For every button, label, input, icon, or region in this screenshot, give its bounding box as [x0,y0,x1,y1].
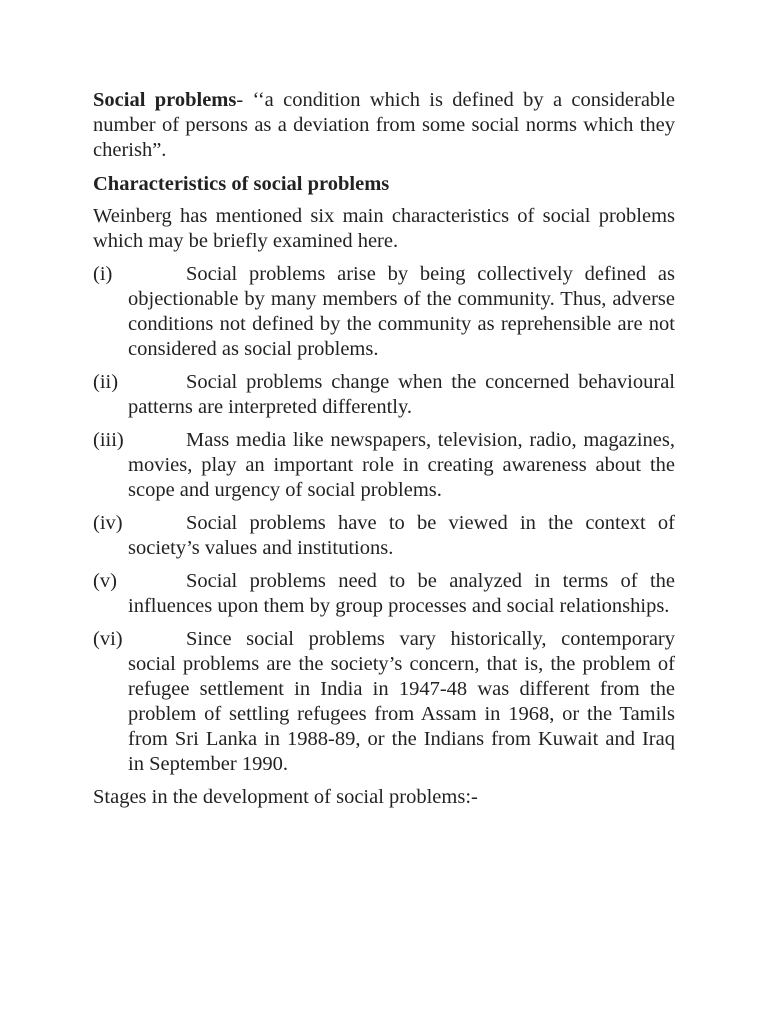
list-item-number: (iii) [93,429,124,451]
list-item [93,428,675,503]
list-item [93,262,675,362]
list-item [93,370,675,420]
characteristics-heading: Characteristics of social problems [93,173,390,195]
definition-term: Social problems [93,89,237,111]
characteristics-intro: Weinberg has mentioned six main characteristics of social problems which may be briefly examined here. [93,205,675,252]
list-item-text: Since social problems vary historically, contemporary social problems are the society’s concern, that is, the problem of refugee settlement in India in 1947-48 was different from the problem of settling refugees from Assam in 1968, or the Tamils from Sri Lanka in 1988-89, or the Indians from Kuwait and Iraq in September 1990. [128,628,675,775]
list-item [93,627,675,777]
list-item-text: Social problems change when the concerned behavioural patterns are interpreted differently. [128,371,675,418]
list-item-number: (i) [93,263,113,285]
list-item-number: (iv) [93,512,123,534]
list-item [93,569,675,619]
list-item-number: (v) [93,570,117,592]
list-item-number: (ii) [93,371,119,393]
definition-paragraph [93,88,675,163]
characteristics-list [93,262,675,777]
list-item-text: Social problems need to be analyzed in terms of the influences upon them by group processes and social relationships. [128,570,675,617]
stages-heading: Stages in the development of social problems:- [93,786,478,808]
list-item-text: Social problems arise by being collectively defined as objectionable by many members of the community. Thus, adverse conditions not defined by the community as reprehensible are not considered as social problems. [128,263,675,360]
definition-text: - ‘‘a condition which is defined by a considerable number of persons as a deviation from some social norms which they cherish”. [93,89,675,161]
list-item [93,511,675,561]
list-item-text: Social problems have to be viewed in the context of society’s values and institutions. [128,512,675,559]
list-item-number: (vi) [93,628,123,650]
list-item-text: Mass media like newspapers, television, radio, magazines, movies, play an important role in creating awareness about the scope and urgency of social problems. [128,429,675,501]
document-page [93,88,675,810]
